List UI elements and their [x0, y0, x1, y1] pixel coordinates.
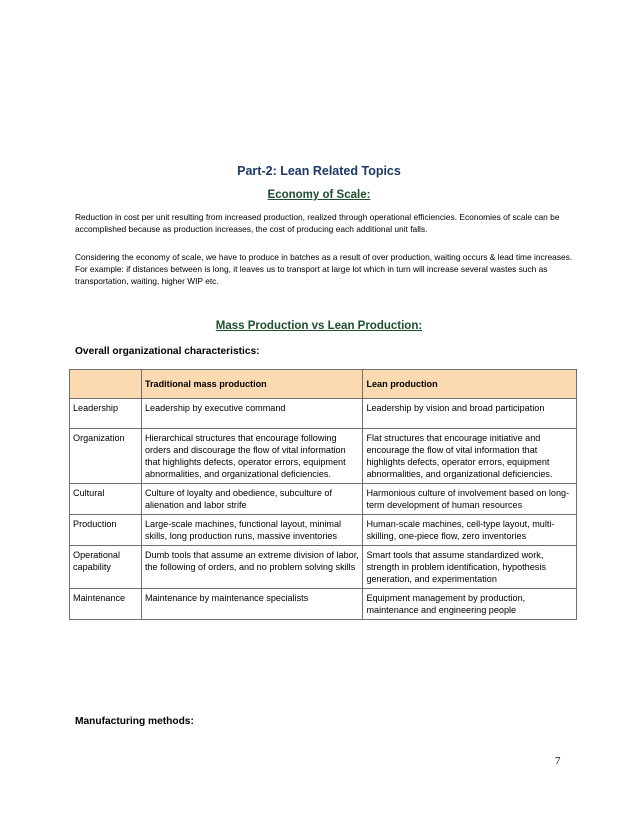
table-row: [70, 546, 577, 589]
economy-of-scale-heading-text: Economy of Scale:: [267, 189, 371, 201]
header-cell-lean: Lean production: [363, 370, 577, 399]
header-cell-empty: [70, 370, 142, 399]
economy-of-scale-heading: [0, 189, 638, 201]
table-row: [70, 589, 577, 620]
header-cell-traditional: Traditional mass production: [141, 370, 362, 399]
table-row: [70, 399, 577, 429]
mass-vs-lean-heading-text: Mass Production vs Lean Production:: [215, 320, 423, 332]
economy-paragraph-1: Reduction in cost per unit resulting from increased production, realized through operational efficiencies. Economies of scale can be accomplished because as production increases, the cost of producing each additional unit falls.: [75, 212, 560, 234]
traditional-cell: Dumb tools that assume an extreme division of labor, the following of orders, and no problem solving skills: [141, 546, 362, 589]
traditional-cell: Maintenance by maintenance specialists: [141, 589, 362, 620]
table-row: [70, 484, 577, 515]
page-number: 7: [555, 755, 561, 767]
lean-cell: Flat structures that encourage initiative and encourage the flow of vital information that highlights defects, operator errors, equipment abnormalities, and organizational deficiencies.: [363, 429, 577, 484]
traditional-cell: Culture of loyalty and obedience, subculture of alienation and labor strife: [141, 484, 362, 515]
row-label: Production: [70, 515, 142, 546]
lean-cell: Harmonious culture of involvement based on long-term development of human resources: [363, 484, 577, 515]
lean-cell: Human-scale machines, cell-type layout, multi-skilling, one-piece flow, zero inventories: [363, 515, 577, 546]
mass-vs-lean-heading: [0, 320, 638, 332]
traditional-cell: Large-scale machines, functional layout, minimal skills, long production runs, massive inventories: [141, 515, 362, 546]
organizational-characteristics-subheading: Overall organizational characteristics:: [75, 346, 260, 357]
row-label: Maintenance: [70, 589, 142, 620]
economy-paragraph-2: Considering the economy of scale, we have to produce in batches as a result of over production, waiting occurs & lead time increases. For example: if distances between is long, it leaves us to transport at large lot which in turn will increase several wastes such as transportation, waiting, higher WIP etc.: [75, 252, 573, 286]
traditional-cell: Leadership by executive command: [141, 399, 362, 429]
row-label: Operational capability: [70, 546, 142, 589]
lean-cell: Smart tools that assume standardized work, strength in problem identification, hypothesis generation, and experimentation: [363, 546, 577, 589]
table-row: [70, 515, 577, 546]
traditional-cell: Hierarchical structures that encourage following orders and discourage the flow of vital information that highlights defects, operator errors, equipment abnormalities, and organizational deficiencies.: [141, 429, 362, 484]
comparison-table: [69, 369, 577, 620]
lean-cell: Leadership by vision and broad participation: [363, 399, 577, 429]
row-label: Organization: [70, 429, 142, 484]
row-label: Cultural: [70, 484, 142, 515]
table-header-row: [70, 370, 577, 399]
manufacturing-methods-subheading: Manufacturing methods:: [75, 716, 194, 727]
lean-cell: Equipment management by production, maintenance and engineering people: [363, 589, 577, 620]
row-label: Leadership: [70, 399, 142, 429]
page-title: Part-2: Lean Related Topics: [237, 164, 401, 178]
table-row: [70, 429, 577, 484]
